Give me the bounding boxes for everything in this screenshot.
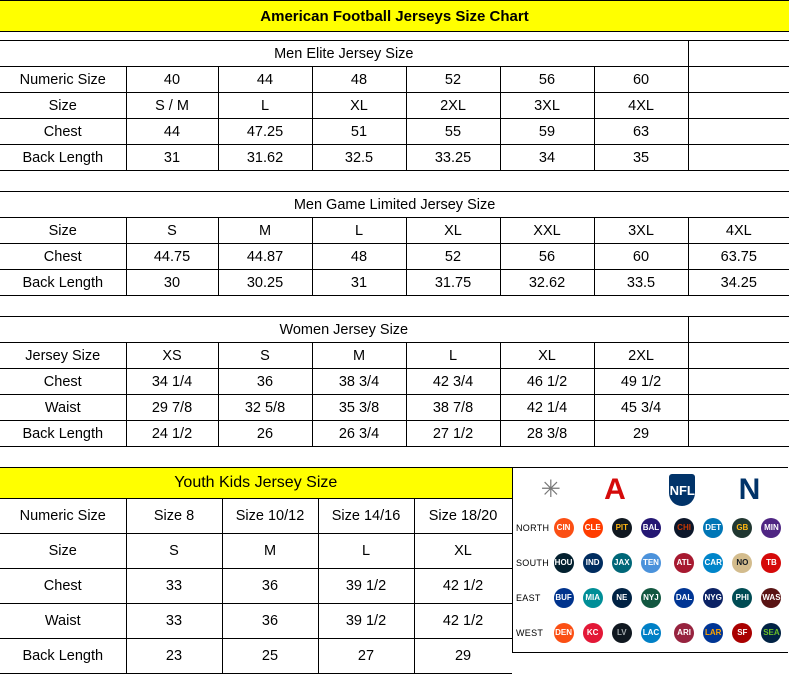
- table-row: [0, 145, 789, 171]
- empty-cell: [688, 317, 789, 343]
- table-row: [0, 421, 789, 447]
- table-cell: 34.25: [688, 270, 789, 296]
- afc-north-teams: [547, 510, 668, 545]
- table-cell: 33: [126, 604, 222, 639]
- table-cell: 2XL: [406, 93, 500, 119]
- team-logo-icon: SEA: [761, 623, 781, 643]
- women-heading: Women Jersey Size: [0, 317, 688, 343]
- table-cell: 31: [312, 270, 406, 296]
- table-cell: 31.62: [218, 145, 312, 171]
- table-cell: S: [218, 343, 312, 369]
- table-cell: 52: [406, 67, 500, 93]
- table-cell: 42 3/4: [406, 369, 500, 395]
- page-title: [0, 0, 789, 32]
- table-cell: 36: [222, 569, 318, 604]
- team-logo-icon: CIN: [554, 518, 574, 538]
- table-cell: XL: [312, 93, 406, 119]
- team-logo-icon: WAS: [761, 588, 781, 608]
- table-cell: 56: [500, 67, 594, 93]
- team-logo-icon: MIN: [761, 518, 781, 538]
- division-grid: [513, 510, 788, 650]
- afc-east-teams: [547, 580, 668, 615]
- table-cell: 56: [500, 244, 594, 270]
- row-label: Chest: [0, 244, 126, 270]
- table-row: [0, 369, 789, 395]
- table-cell: M: [218, 218, 312, 244]
- team-logo-icon: ARI: [674, 623, 694, 643]
- division-label: NORTH: [516, 522, 550, 533]
- pro-bowl-logo-icon: ✳: [540, 476, 561, 503]
- empty-cell: [688, 41, 789, 67]
- table-cell: 39 1/2: [318, 604, 414, 639]
- table-cell: 40: [126, 67, 218, 93]
- spacer-1: [0, 32, 789, 40]
- team-logo-icon: DEN: [554, 623, 574, 643]
- table-cell: 46 1/2: [500, 369, 594, 395]
- team-logo-icon: GB: [732, 518, 752, 538]
- table-cell: 45 3/4: [594, 395, 688, 421]
- row-label: Size: [0, 93, 126, 119]
- table-cell: 32.5: [312, 145, 406, 171]
- row-label: Size: [0, 218, 126, 244]
- team-logo-icon: NE: [612, 588, 632, 608]
- team-logo-icon: NYG: [703, 588, 723, 608]
- table-row: [0, 41, 789, 67]
- table-cell: XL: [500, 343, 594, 369]
- table-row: [0, 534, 512, 569]
- page-title-text: American Football Jerseys Size Chart: [260, 7, 529, 25]
- empty-cell: [688, 369, 789, 395]
- table-row: [0, 119, 789, 145]
- table-cell: 33: [126, 569, 222, 604]
- team-logo-icon: PHI: [732, 588, 752, 608]
- table-cell: 48: [312, 67, 406, 93]
- table-cell: 39 1/2: [318, 569, 414, 604]
- team-logo-icon: SF: [732, 623, 752, 643]
- table-cell: 38 7/8: [406, 395, 500, 421]
- table-cell: L: [312, 218, 406, 244]
- row-label: Back Length: [0, 639, 126, 674]
- table-cell: XL: [406, 218, 500, 244]
- table-cell: 51: [312, 119, 406, 145]
- team-logo-icon: PIT: [612, 518, 632, 538]
- team-logo-icon: TEN: [641, 553, 661, 573]
- team-logo-icon: MIA: [583, 588, 603, 608]
- table-cell: 29: [414, 639, 512, 674]
- table-row: [0, 317, 789, 343]
- table-cell: L: [218, 93, 312, 119]
- table-cell: 32.62: [500, 270, 594, 296]
- team-logo-icon: LV: [612, 623, 632, 643]
- table-cell: 3XL: [500, 93, 594, 119]
- table-cell: 29: [594, 421, 688, 447]
- spacer-3: [0, 296, 789, 316]
- table-cell: 49 1/2: [594, 369, 688, 395]
- table-cell: 4XL: [594, 93, 688, 119]
- team-logo-icon: LAC: [641, 623, 661, 643]
- table-row: [0, 468, 512, 499]
- row-label: Numeric Size: [0, 67, 126, 93]
- youth-area: [0, 467, 512, 674]
- table-cell: Size 8: [126, 499, 222, 534]
- empty-cell: [688, 119, 789, 145]
- table-cell: 44: [218, 67, 312, 93]
- table-cell: 36: [222, 604, 318, 639]
- team-logo-icon: CHI: [674, 518, 694, 538]
- table-row: [0, 569, 512, 604]
- table-cell: 42 1/4: [500, 395, 594, 421]
- team-logo-icon: JAX: [612, 553, 632, 573]
- empty-cell: [688, 67, 789, 93]
- row-label: Waist: [0, 395, 126, 421]
- afc-logo-icon: A: [604, 473, 626, 506]
- afc-west-teams: [547, 615, 668, 650]
- spacer-4: [0, 447, 789, 467]
- table-cell: M: [222, 534, 318, 569]
- table-row: [0, 604, 512, 639]
- table-cell: 63.75: [688, 244, 789, 270]
- row-label: Jersey Size: [0, 343, 126, 369]
- empty-cell: [688, 395, 789, 421]
- nfl-logo-area: [512, 467, 789, 674]
- row-label: Chest: [0, 369, 126, 395]
- team-logo-icon: LAR: [703, 623, 723, 643]
- table-cell: Size 14/16: [318, 499, 414, 534]
- table-cell: 24 1/2: [126, 421, 218, 447]
- table-cell: S: [126, 534, 222, 569]
- nfc-logo-icon: N: [738, 473, 761, 506]
- table-cell: M: [312, 343, 406, 369]
- empty-cell: [688, 421, 789, 447]
- table-cell: XL: [414, 534, 512, 569]
- team-logo-icon: KC: [583, 623, 603, 643]
- table-cell: 23: [126, 639, 222, 674]
- table-cell: 38 3/4: [312, 369, 406, 395]
- division-label: EAST: [516, 592, 541, 603]
- table-cell: XXL: [500, 218, 594, 244]
- table-cell: 44.75: [126, 244, 218, 270]
- table-row: [0, 93, 789, 119]
- table-cell: 63: [594, 119, 688, 145]
- afc-south-teams: [547, 545, 668, 580]
- spacer-2: [0, 171, 789, 191]
- empty-cell: [688, 93, 789, 119]
- men-game-limited-heading: Men Game Limited Jersey Size: [0, 192, 789, 218]
- team-logo-icon: NO: [732, 553, 752, 573]
- table-cell: 31.75: [406, 270, 500, 296]
- table-cell: 3XL: [594, 218, 688, 244]
- table-cell: S / M: [126, 93, 218, 119]
- team-logo-icon: DAL: [674, 588, 694, 608]
- table-cell: 42 1/2: [414, 569, 512, 604]
- row-label: Size: [0, 534, 126, 569]
- team-logo-icon: IND: [583, 553, 603, 573]
- table-cell: L: [406, 343, 500, 369]
- row-label: Back Length: [0, 270, 126, 296]
- table-row: [0, 244, 789, 270]
- team-logo-icon: TB: [761, 553, 781, 573]
- team-logo-icon: BAL: [641, 518, 661, 538]
- table-row: [0, 192, 789, 218]
- table-cell: 35: [594, 145, 688, 171]
- table-cell: Size 10/12: [222, 499, 318, 534]
- table-cell: 26 3/4: [312, 421, 406, 447]
- table-cell: 48: [312, 244, 406, 270]
- table-cell: 42 1/2: [414, 604, 512, 639]
- team-logo-icon: NYJ: [641, 588, 661, 608]
- table-row: [0, 395, 789, 421]
- team-logo-icon: CAR: [703, 553, 723, 573]
- table-cell: 44.87: [218, 244, 312, 270]
- table-cell: 52: [406, 244, 500, 270]
- empty-cell: [688, 145, 789, 171]
- table-cell: 60: [594, 67, 688, 93]
- table-cell: L: [318, 534, 414, 569]
- row-label: Chest: [0, 119, 126, 145]
- table-row: [0, 639, 512, 674]
- nfl-logo-panel: [512, 467, 788, 653]
- table-cell: 59: [500, 119, 594, 145]
- women-table: [0, 316, 789, 447]
- division-label: WEST: [516, 627, 544, 638]
- table-row: [0, 499, 512, 534]
- men-elite-table: [0, 40, 789, 171]
- table-cell: 35 3/8: [312, 395, 406, 421]
- row-label: Numeric Size: [0, 499, 126, 534]
- nfc-west-teams: [668, 615, 789, 650]
- youth-heading: Youth Kids Jersey Size: [0, 468, 512, 499]
- team-logo-icon: HOU: [554, 553, 574, 573]
- division-label: SOUTH: [516, 557, 549, 568]
- team-logo-icon: BUF: [554, 588, 574, 608]
- table-cell: 25: [222, 639, 318, 674]
- men-game-limited-table: [0, 191, 789, 296]
- table-cell: 32 5/8: [218, 395, 312, 421]
- table-cell: 29 7/8: [126, 395, 218, 421]
- table-cell: 26: [218, 421, 312, 447]
- table-cell: 4XL: [688, 218, 789, 244]
- men-elite-heading: Men Elite Jersey Size: [0, 41, 688, 67]
- table-cell: 27 1/2: [406, 421, 500, 447]
- row-label: Back Length: [0, 145, 126, 171]
- table-cell: 28 3/8: [500, 421, 594, 447]
- table-cell: Size 18/20: [414, 499, 512, 534]
- team-logo-icon: DET: [703, 518, 723, 538]
- nfc-east-teams: [668, 580, 789, 615]
- bottom-area: [0, 467, 789, 674]
- table-cell: 30.25: [218, 270, 312, 296]
- table-cell: 55: [406, 119, 500, 145]
- nfc-north-teams: [668, 510, 789, 545]
- nfc-south-teams: [668, 545, 789, 580]
- table-cell: 36: [218, 369, 312, 395]
- table-cell: 27: [318, 639, 414, 674]
- row-label: Waist: [0, 604, 126, 639]
- youth-table: [0, 467, 513, 674]
- table-cell: 31: [126, 145, 218, 171]
- empty-cell: [688, 343, 789, 369]
- table-cell: 30: [126, 270, 218, 296]
- table-cell: 34 1/4: [126, 369, 218, 395]
- team-logo-icon: CLE: [583, 518, 603, 538]
- table-cell: 2XL: [594, 343, 688, 369]
- nfl-shield-logo-icon: NFL: [669, 474, 695, 506]
- row-label: Back Length: [0, 421, 126, 447]
- table-row: [0, 343, 789, 369]
- table-cell: S: [126, 218, 218, 244]
- table-cell: 34: [500, 145, 594, 171]
- team-logo-icon: ATL: [674, 553, 694, 573]
- table-cell: 47.25: [218, 119, 312, 145]
- row-label: Chest: [0, 569, 126, 604]
- table-row: [0, 270, 789, 296]
- table-cell: 60: [594, 244, 688, 270]
- table-cell: 33.25: [406, 145, 500, 171]
- table-row: [0, 67, 789, 93]
- table-cell: 33.5: [594, 270, 688, 296]
- conference-logo-row: [513, 468, 788, 510]
- table-cell: 44: [126, 119, 218, 145]
- table-row: [0, 218, 789, 244]
- table-cell: XS: [126, 343, 218, 369]
